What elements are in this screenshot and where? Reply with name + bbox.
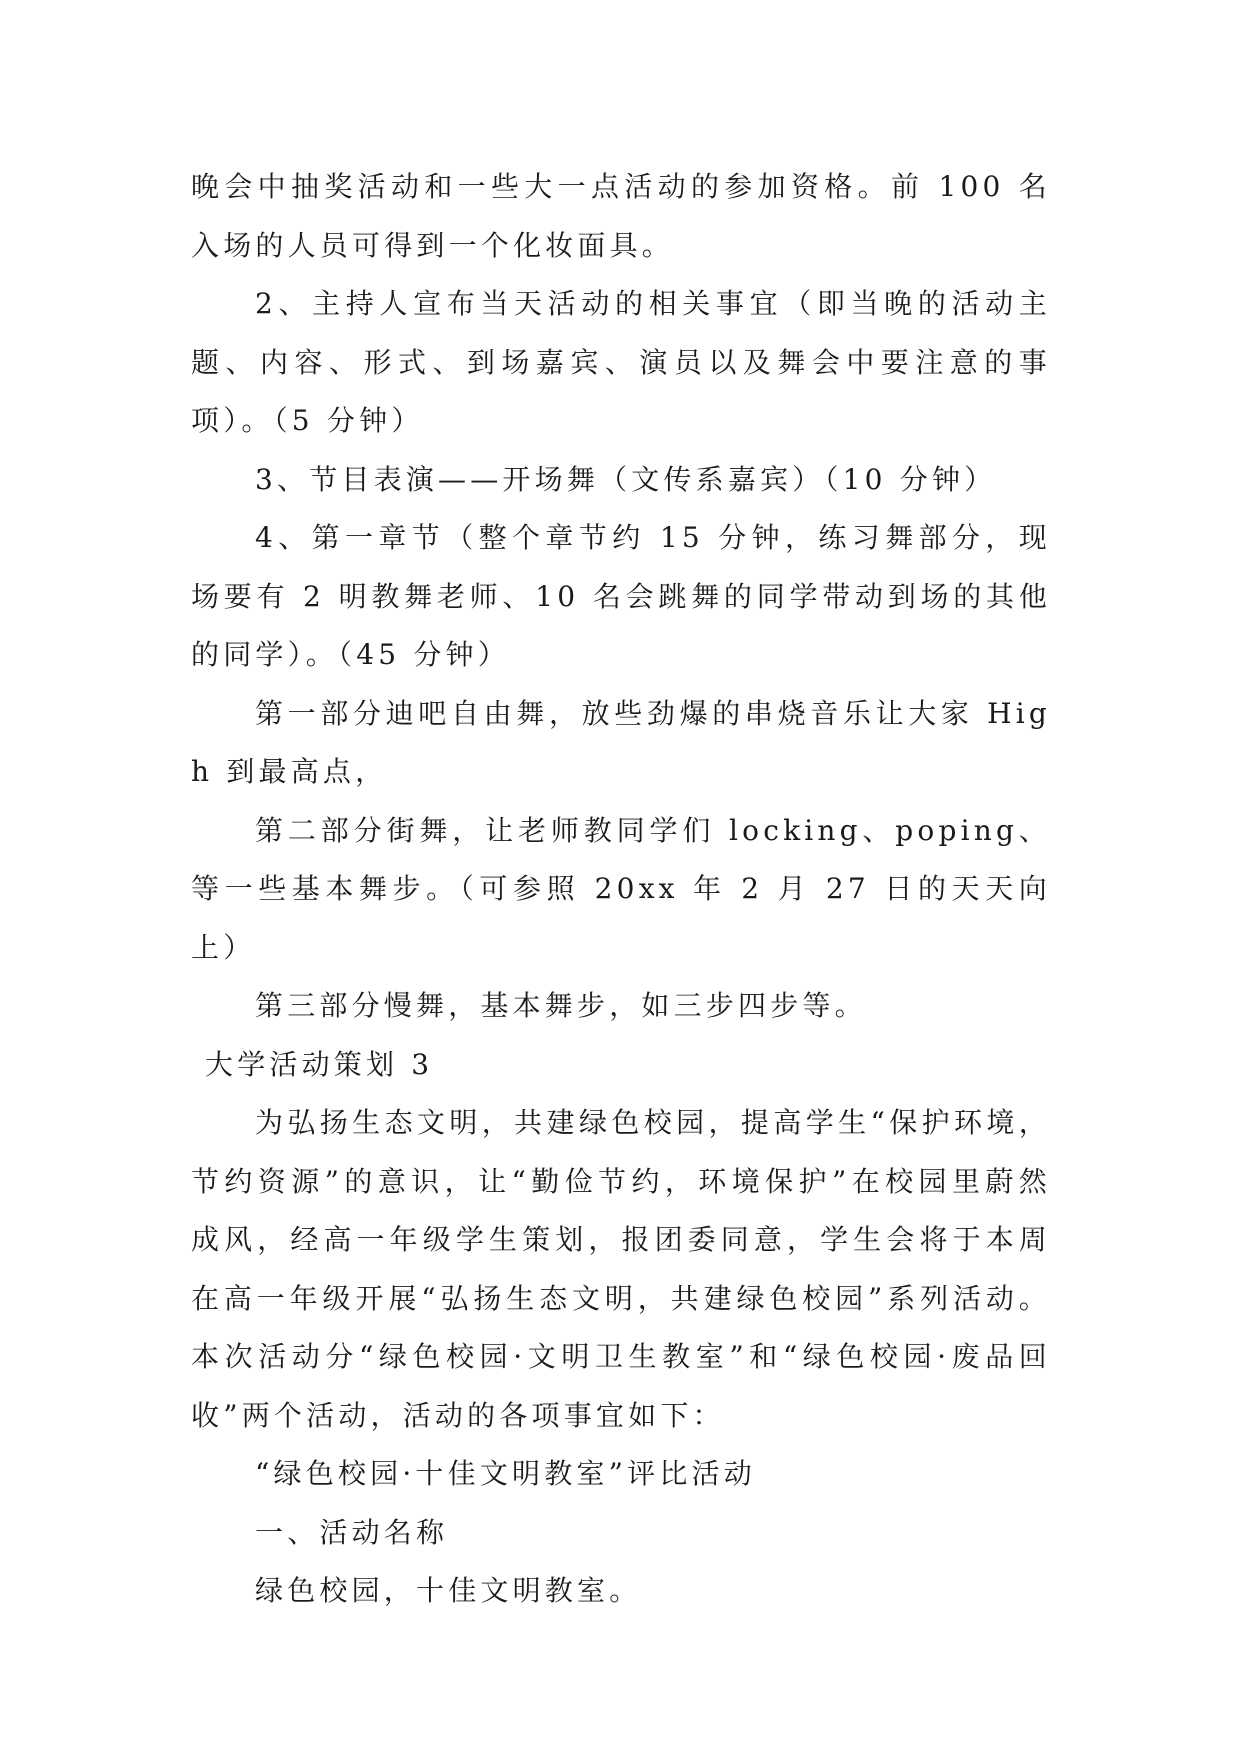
paragraph-part-two-street-dance: 第二部分街舞，让老师教同学们 locking、poping、等一些基本舞步。（可参照 20xx 年 2 月 27 日的天天向上） [191, 813, 1051, 964]
paragraph-part-three-slow-dance: 第三部分慢舞，基本舞步，如三步四步等。 [255, 989, 867, 1022]
paragraph-part-one-disco: 第一部分迪吧自由舞，放些劲爆的串烧音乐让大家 High 到最高点， [191, 696, 1051, 788]
section-heading: 大学活动策划 3 [205, 1047, 434, 1081]
document-body [191, 158, 1051, 1621]
paragraph-host-announcement: 2、主持人宣布当天活动的相关事宜（即当晚的活动主题、内容、形式、到场嘉宾、演员以及舞会中要注意的事项）。（5 分钟） [191, 287, 1051, 437]
paragraph-green-campus-intro: 为弘扬生态文明，共建绿色校园，提高学生“保护环境，节约资源”的意识，让“勤俭节约，环境保护”在校园里蔚然成风，经高一年级学生策划，报团委同意，学生会将于本周在高一年级开展“弘扬生态文明，共建绿色校园”系列活动。本次活动分“绿色校园·文明卫生教室”和“绿色校园·废品回收”两个活动，活动的各项事宜如下： [191, 1106, 1051, 1432]
paragraph-activity-name: 绿色校园，十佳文明教室。 [255, 1574, 642, 1607]
paragraph-activity-title: “绿色校园·十佳文明教室”评比活动 [255, 1457, 756, 1490]
paragraph-chapter-one: 4、第一章节（整个章节约 15 分钟，练习舞部分，现场要有 2 明教舞老师、10 名会跳舞的同学带动到场的其他的同学）。（45 分钟） [191, 521, 1051, 671]
paragraph-lottery-qualification: 晚会中抽奖活动和一些大一点活动的参加资格。前 100 名入场的人员可得到一个化妆面具。 [191, 170, 1051, 262]
paragraph-activity-name-heading: 一、活动名称 [255, 1515, 449, 1549]
paragraph-opening-dance: 3、节目表演——开场舞（文传系嘉宾）（10 分钟） [255, 462, 997, 496]
